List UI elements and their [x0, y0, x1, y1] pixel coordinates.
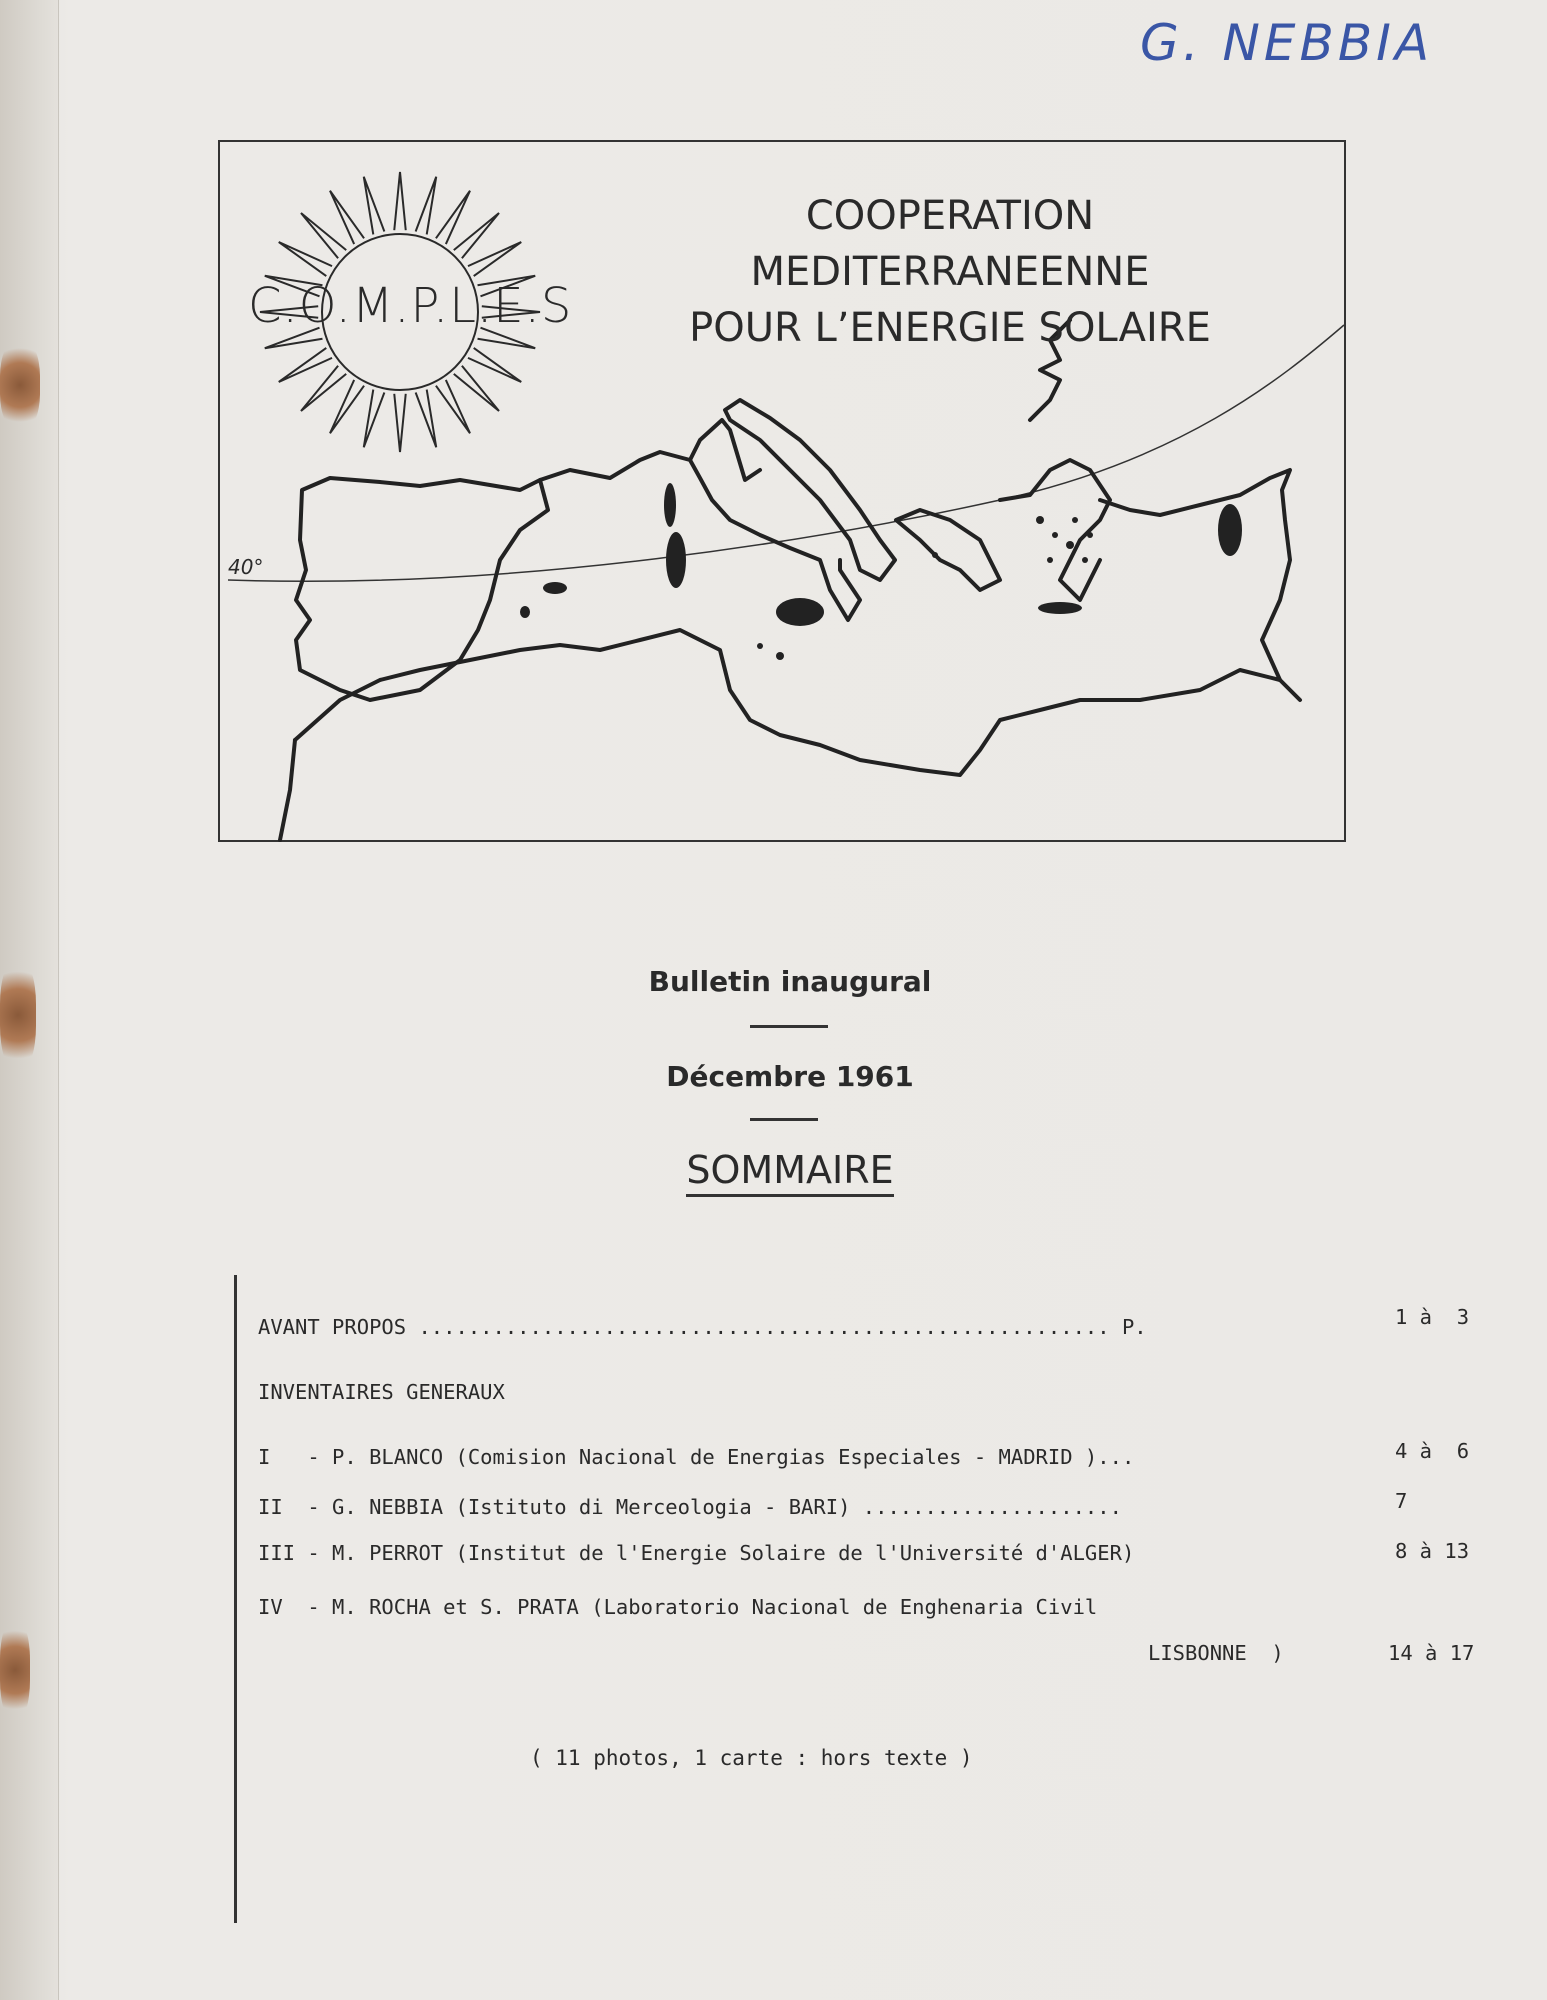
sun-ray — [436, 380, 470, 433]
separator-rule — [750, 1118, 818, 1121]
toc-item: II - G. NEBBIA (Istituto di Merceologia - BARI) ..................... — [258, 1495, 1122, 1519]
sun-ray — [364, 177, 385, 235]
sun-ray — [394, 172, 405, 230]
latitude-line — [228, 325, 1344, 581]
sun-ray — [279, 348, 332, 382]
toc-pages: 4 à 6 — [1395, 1439, 1470, 1463]
toc-item-continuation: LISBONNE ) — [1148, 1641, 1284, 1665]
sun-ray — [416, 390, 437, 448]
handwritten-name: G. NEBBIA — [1140, 14, 1434, 72]
sun-ray — [301, 366, 346, 411]
toc-item: IV - M. ROCHA et S. PRATA (Laboratorio Nacional de Enghenaria Civil — [258, 1595, 1098, 1619]
toc-section-heading: INVENTAIRES GENERAUX — [258, 1380, 505, 1404]
sun-ray — [364, 390, 385, 448]
toc-footnote: ( 11 photos, 1 carte : hors texte ) — [530, 1746, 973, 1770]
toc-pages: 1 à 3 — [1395, 1305, 1470, 1329]
sun-ray — [454, 366, 499, 411]
organization-title — [610, 188, 1290, 356]
sun-ray — [454, 213, 499, 258]
toc-item: III - M. PERROT (Institut de l'Energie Solaire de l'Université d'ALGER) — [258, 1541, 1135, 1565]
bulletin-title: Bulletin inaugural — [648, 965, 932, 998]
sun-ray — [394, 394, 405, 452]
sun-ray — [330, 191, 364, 244]
toc-item: I - P. BLANCO (Comision Nacional de Energias Especiales - MADRID )... — [258, 1445, 1135, 1469]
sun-ray — [436, 191, 470, 244]
toc-margin-line — [234, 1275, 237, 1923]
title-line: COOPERATION — [805, 193, 1095, 239]
sun-ray — [301, 213, 346, 258]
coastline — [280, 320, 1300, 840]
sun-ray — [279, 242, 332, 276]
issue-date: Décembre 1961 — [666, 1060, 914, 1093]
toc-item-avant-propos: AVANT PROPOS ........................................................ P. — [258, 1315, 1147, 1339]
separator-rule — [750, 1025, 828, 1028]
sun-ray — [416, 177, 437, 235]
sun-ray — [330, 380, 364, 433]
title-line: MEDITERRANEENNE — [750, 249, 1150, 295]
toc-pages: 14 à 17 — [1388, 1641, 1475, 1665]
sun-ray — [468, 242, 521, 276]
summary-heading: SOMMAIRE — [560, 1148, 1020, 1192]
sun-ray — [468, 348, 521, 382]
latitude-label: 40° — [228, 555, 264, 579]
toc-pages: 8 à 13 — [1395, 1539, 1470, 1563]
toc-pages: 7 — [1395, 1489, 1408, 1513]
logo-text: C.O.M.P.L.E.S — [248, 278, 573, 334]
title-line: POUR L’ENERGIE SOLAIRE — [689, 305, 1211, 351]
